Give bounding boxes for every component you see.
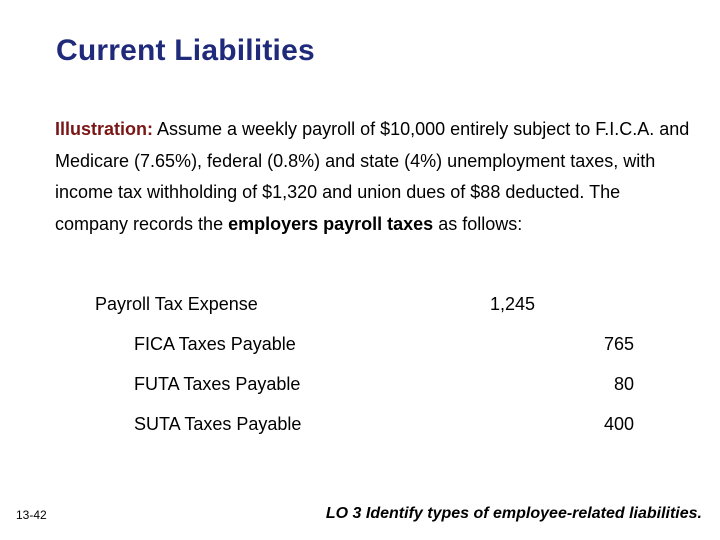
illustration-text-1: Assume a weekly payroll of $10,000 entirely subject to F.I.C.A. and Medicare (7.65%), federal (0.8%) and state (4%) unemployment taxes, with income tax withholding of $1,320 and union dues of $88 deducted. The company records the xyxy=(55,119,690,234)
credit-amount-futa: 80 xyxy=(613,374,634,394)
debit-amount: 1,245 xyxy=(489,294,535,314)
credit-account-futa: FUTA Taxes Payable xyxy=(134,374,301,394)
credit-amount-suta: 400 xyxy=(603,414,634,434)
credit-amount-fica: 765 xyxy=(603,334,634,354)
illustration-paragraph xyxy=(55,114,695,240)
illustration-text-2: as follows: xyxy=(433,213,523,234)
slide-number: 13-42 xyxy=(16,508,47,522)
illustration-emphasis: employers payroll taxes xyxy=(228,213,434,234)
illustration-lead: Illustration: xyxy=(55,119,153,139)
learning-objective: LO 3 Identify types of employee-related liabilities. xyxy=(325,505,702,522)
credit-account-fica: FICA Taxes Payable xyxy=(134,334,296,354)
credit-account-suta: SUTA Taxes Payable xyxy=(134,414,302,434)
debit-account: Payroll Tax Expense xyxy=(95,294,258,314)
page-title: Current Liabilities xyxy=(56,34,315,67)
